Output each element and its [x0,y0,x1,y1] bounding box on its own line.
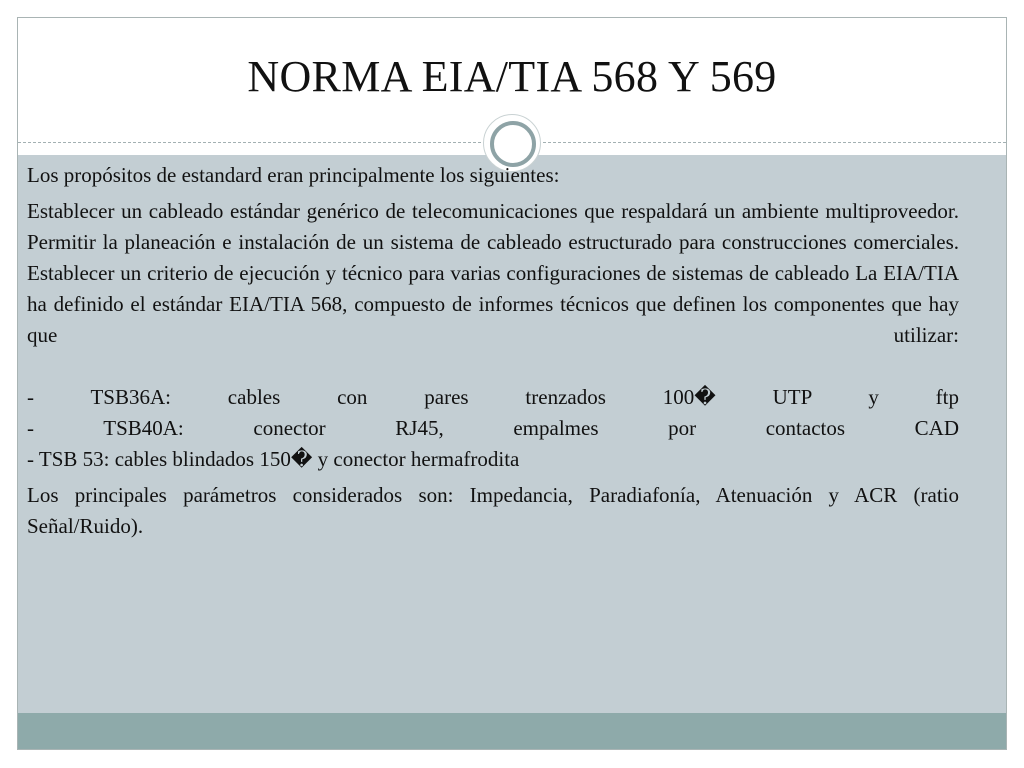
list-item-tsb40a: - TSB40A: conector RJ45, empalmes por contactos CAD [27,416,959,440]
intro-text: Los propósitos de estandard eran principalmente los siguientes: [27,163,560,187]
list-item-tsb53: - TSB 53: cables blindados 150� y conector hermafrodita [27,447,520,471]
list-item-tsb36a: - TSB36A: cables con pares trenzados 100� UTP y ftp [27,385,959,409]
footer-bar [18,713,1006,749]
slide-title: NORMA EIA/TIA 568 Y 569 [247,52,777,101]
main-paragraph [27,196,959,475]
slide-body [27,160,959,547]
parameters-paragraph: Los principales parámetros considerados son: Impedancia, Paradiafonía, Atenuación y ACR (ratio Señal/Ruido). [27,483,959,538]
main-paragraph-text: Establecer un cableado estándar genérico de telecomunicaciones que respaldará un ambiente multiproveedor. Permitir la planeación e instalación de un sistema de cableado estructurado para construcciones comerciales. Establecer un criterio de ejecución y técnico para varias configuraciones de sistemas de cableado La EIA/TIA ha definido el estándar EIA/TIA 568, compuesto de informes técnicos que definen los componentes que hay que utilizar: [27,199,959,347]
blank-line [27,351,959,382]
